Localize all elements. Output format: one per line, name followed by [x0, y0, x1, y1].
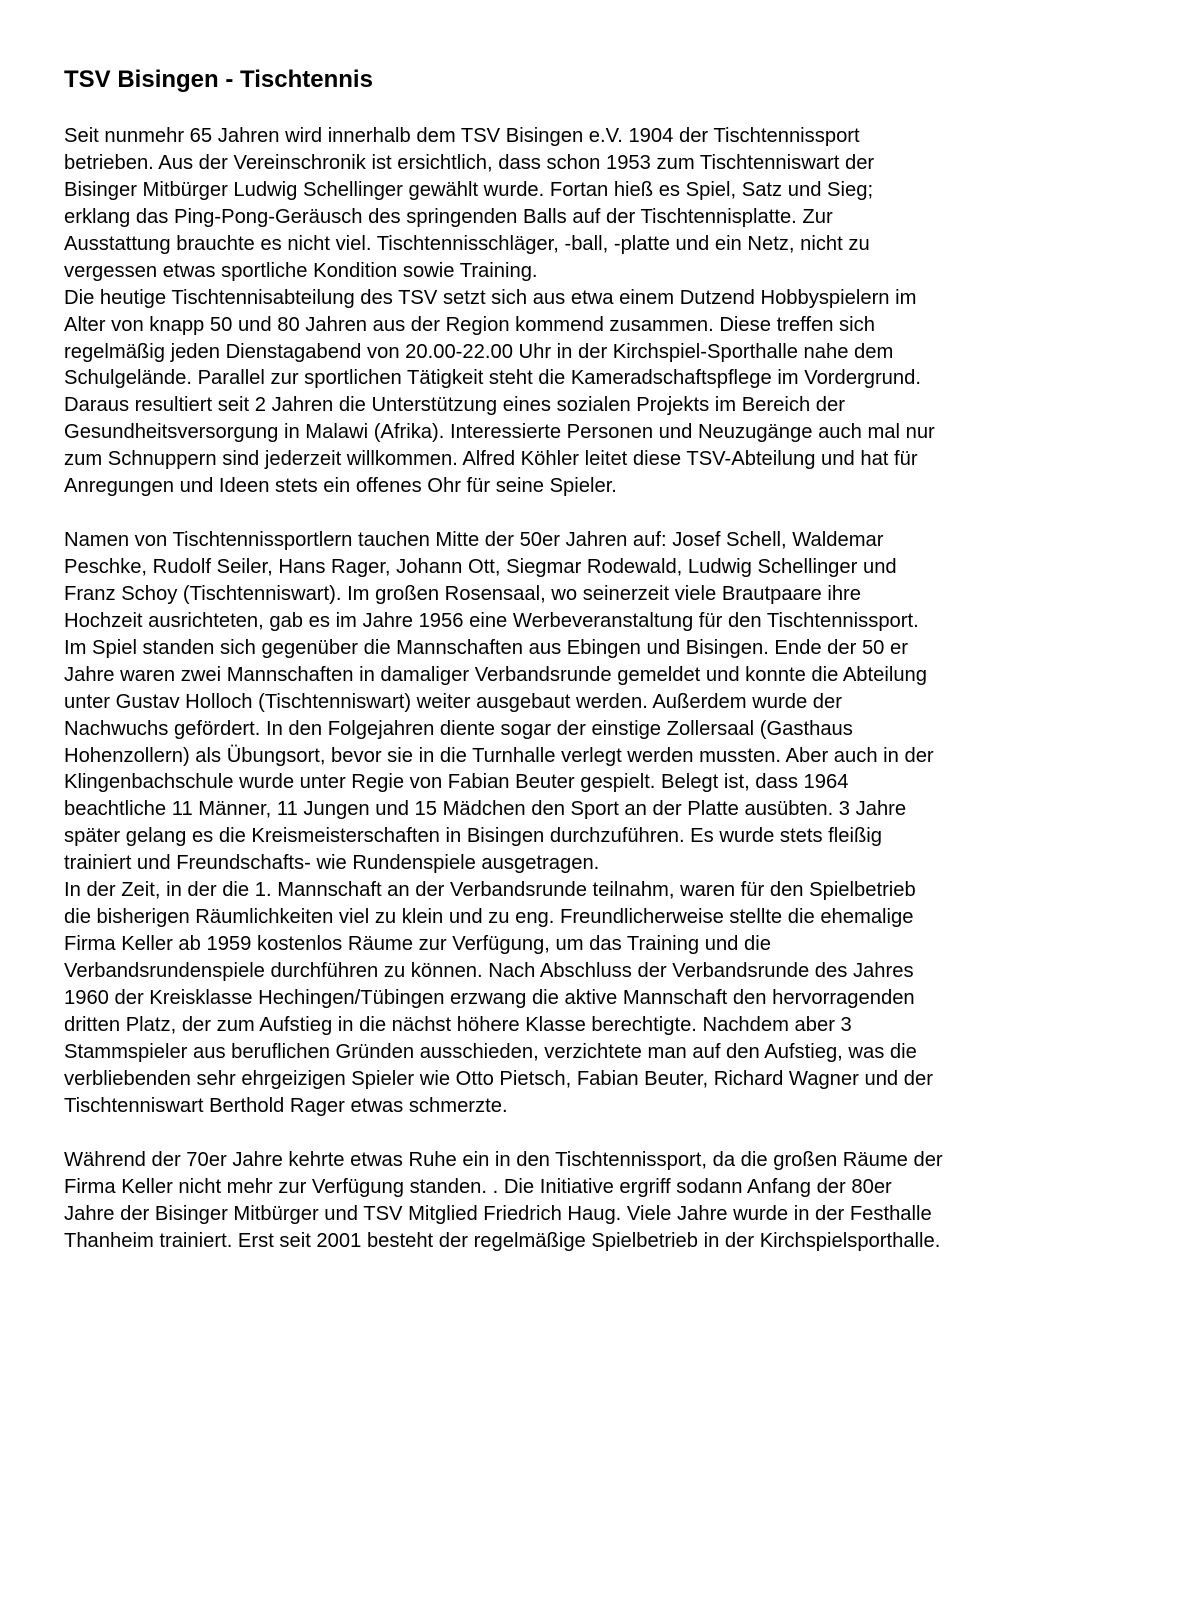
text-line: Im Spiel standen sich gegenüber die Mannschaften aus Ebingen und Bisingen. Ende der 50 er: [64, 636, 908, 659]
text-line: unter Gustav Holloch (Tischtenniswart) weiter ausgebaut werden. Außerdem wurde der: [64, 690, 842, 713]
text-line: zum Schnuppern sind jederzeit willkommen. Alfred Köhler leitet diese TSV-Abteilung und hat für: [64, 448, 918, 471]
text-line: Hohenzollern) als Übungsort, bevor sie in die Turnhalle verlegt werden mussten. Aber auch in der: [64, 744, 934, 767]
text-line: Alter von knapp 50 und 80 Jahren aus der Region kommend zusammen. Diese treffen sich: [64, 313, 875, 336]
text-line: Während der 70er Jahre kehrte etwas Ruhe ein in den Tischtennissport, da die großen Räume der: [64, 1149, 943, 1171]
text-line: Namen von Tischtennissportlern tauchen Mitte der 50er Jahren auf: Josef Schell, Waldemar: [64, 529, 884, 551]
text-line: Thanheim trainiert. Erst seit 2001 besteht der regelmäßige Spielbetrieb in der Kirchspielsporthalle.: [64, 1229, 941, 1252]
text-line: Ausstattung brauchte es nicht viel. Tischtennisschläger, -ball, -platte und ein Netz, nicht zu: [64, 232, 870, 255]
text-line: Franz Schoy (Tischtenniswart). Im großen Rosensaal, wo seinerzeit viele Brautpaare ihre: [64, 582, 861, 605]
text-line: dritten Platz, der zum Aufstieg in die nächst höhere Klasse berechtigte. Nachdem aber 3: [64, 1013, 852, 1036]
text-line: Firma Keller ab 1959 kostenlos Räume zur Verfügung, um das Training und die: [64, 933, 771, 956]
text-line: Stammspieler aus beruflichen Gründen ausschieden, verzichtete man auf den Aufstieg, was die: [64, 1040, 917, 1063]
text-line: Gesundheitsversorgung in Malawi (Afrika). Interessierte Personen und Neuzugänge auch mal nur: [64, 421, 935, 444]
text-line: Peschke, Rudolf Seiler, Hans Rager, Johann Ott, Siegmar Rodewald, Ludwig Schellinger und: [64, 555, 897, 578]
paragraph-history-50s-60s: [64, 527, 934, 1120]
paragraph-current-department: [64, 123, 935, 500]
text-line: betrieben. Aus der Vereinschronik ist ersichtlich, dass schon 1953 zum Tischtenniswart der: [64, 151, 875, 174]
text-line: vergessen etwas sportliche Kondition sowie Training.: [64, 259, 538, 282]
text-line: später gelang es die Kreismeisterschaften in Bisingen durchzuführen. Es wurde stets fleißig: [64, 825, 883, 848]
text-line: die bisherigen Räumlichkeiten viel zu klein und zu eng. Freundlicherweise stellte die ehemalige: [64, 906, 914, 929]
text-line: Hochzeit ausrichteten, gab es im Jahre 1956 eine Werbeveranstaltung für den Tischtennissport.: [64, 609, 919, 632]
text-line: Verbandsrundenspiele durchführen zu können. Nach Abschluss der Verbandsrunde des Jahres: [64, 960, 914, 982]
text-line: Jahre der Bisinger Mitbürger und TSV Mitglied Friedrich Haug. Viele Jahre wurde in der Festhalle: [64, 1202, 932, 1225]
text-line: Die heutige Tischtennisabteilung des TSV setzt sich aus etwa einem Dutzend Hobbyspielern im: [64, 286, 917, 309]
text-line: In der Zeit, in der die 1. Mannschaft an der Verbandsrunde teilnahm, waren für den Spielbetrieb: [64, 879, 916, 902]
text-line: beachtliche 11 Männer, 11 Jungen und 15 Mädchen den Sport an der Platte ausübten. 3 Jahre: [64, 798, 907, 821]
text-line: Seit nunmehr 65 Jahren wird innerhalb dem TSV Bisingen e.V. 1904 der Tischtennissport: [64, 125, 860, 147]
text-line: Tischtenniswart Berthold Rager etwas schmerzte.: [64, 1094, 508, 1117]
paragraph-history-70s-onward: [64, 1147, 943, 1255]
text-line: verbliebenden sehr ehrgeizigen Spieler wie Otto Pietsch, Fabian Beuter, Richard Wagner und der: [64, 1067, 933, 1090]
text-line: trainiert und Freundschafts- wie Rundenspiele ausgetragen.: [64, 852, 600, 875]
text-line: erklang das Ping-Pong-Geräusch des springenden Balls auf der Tischtennisplatte. Zur: [64, 205, 833, 228]
text-line: 1960 der Kreisklasse Hechingen/Tübingen erzwang die aktive Mannschaft den hervorragenden: [64, 986, 915, 1009]
text-line: Klingenbachschule wurde unter Regie von Fabian Beuter gespielt. Belegt ist, dass 1964: [64, 771, 849, 794]
text-line: Nachwuchs gefördert. In den Folgejahren diente sogar der einstige Zollersaal (Gasthaus: [64, 717, 853, 740]
text-line: Firma Keller nicht mehr zur Verfügung standen. . Die Initiative ergriff sodann Anfang der 80er: [64, 1175, 892, 1198]
text-line: Anregungen und Ideen stets ein offenes Ohr für seine Spieler.: [64, 475, 617, 498]
text-line: Schulgelände. Parallel zur sportlichen Tätigkeit steht die Kameradschaftspflege im Vordergrund.: [64, 367, 921, 390]
text-line: regelmäßig jeden Dienstagabend von 20.00-22.00 Uhr in der Kirchspiel-Sporthalle nahe dem: [64, 340, 894, 363]
text-line: Bisinger Mitbürger Ludwig Schellinger gewählt wurde. Fortan hieß es Spiel, Satz und Sieg;: [64, 178, 874, 201]
document-title: TSV Bisingen - Tischtennis: [64, 66, 373, 93]
text-line: Jahre waren zwei Mannschaften in damaliger Verbandsrunde gemeldet und konnte die Abteilung: [64, 663, 928, 686]
text-line: Daraus resultiert seit 2 Jahren die Unterstützung eines sozialen Projekts im Bereich der: [64, 394, 845, 417]
